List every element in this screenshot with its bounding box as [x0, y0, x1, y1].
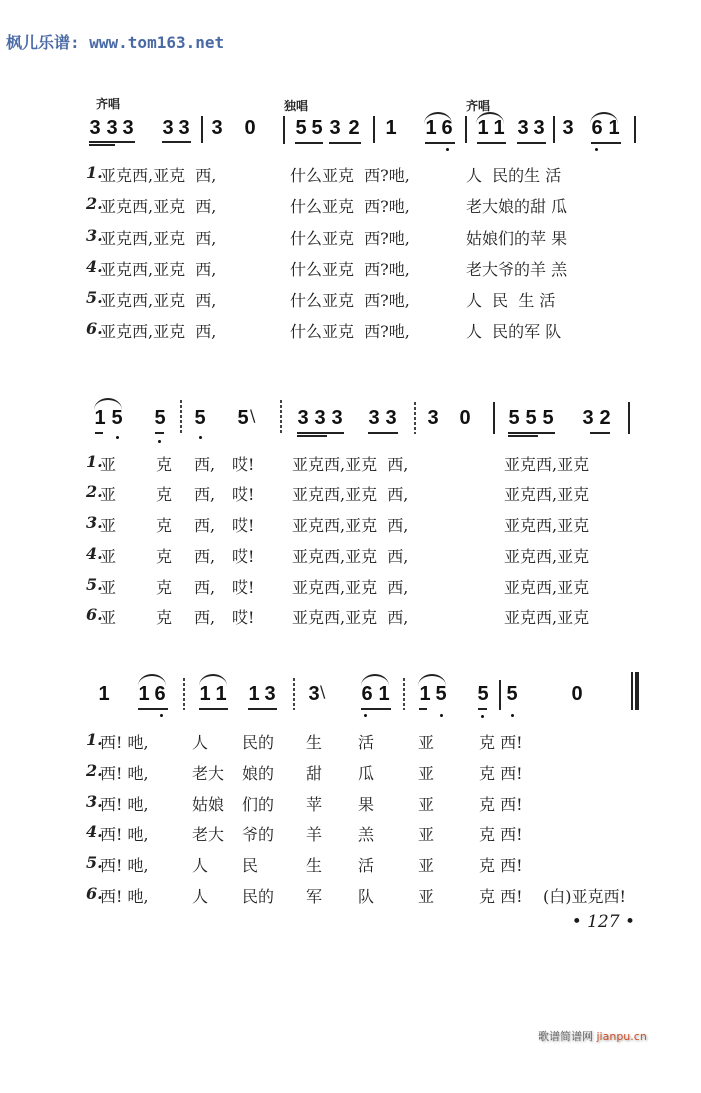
lyric-line-s1-v5: 5. 亚克西,亚克 西, 什么亚克 西?吔, 人 民 生 活: [86, 288, 556, 310]
lyric-line-s3-v2: 2. 西! 吔, 老大 娘的 甜 瓜 亚 克 西!: [86, 761, 523, 783]
notation-staff-1: 3 3 3 3 3 3 0 5 5 3 2 1 1 6 1 1 3 3 3 6 1: [0, 118, 701, 158]
lyric-line-s3-v6: 6. 西! 吔, 人 民的 军 队 亚 克 西! (白)亚克西!: [86, 884, 626, 906]
lyric-line-s1-v1: 1. 亚克西,亚克 西, 什么亚克 西?吔, 人 民的生 活: [86, 163, 562, 185]
lyric-line-s1-v3: 3. 亚克西,亚克 西, 什么亚克 西?吔, 姑娘们的苹 果: [86, 226, 568, 248]
lyric-line-s2-v4: 4. 亚 克 西, 哎! 亚克西,亚克 西, 亚克西,亚克: [86, 544, 590, 566]
footer-prefix: 歌谱简谱网: [538, 1030, 597, 1043]
lyric-line-s3-v1: 1. 西! 吔, 人 民的 生 活 亚 克 西!: [86, 730, 523, 752]
notation-staff-3: 1 1 6 1 1 1 3 3 \ 6 1 1 5 5 5 0: [0, 684, 701, 724]
lyric-line-s2-v1: 1. 亚 克 西, 哎! 亚克西,亚克 西, 亚克西,亚克: [86, 452, 590, 474]
lyric-line-s2-v5: 5. 亚 克 西, 哎! 亚克西,亚克 西, 亚克西,亚克: [86, 575, 590, 597]
label-unison-2: 齐唱: [466, 99, 491, 113]
lyric-line-s1-v2: 2. 亚克西,亚克 西, 什么亚克 西?吔, 老大娘的甜 瓜: [86, 194, 568, 216]
lyric-line-s1-v6: 6. 亚克西,亚克 西, 什么亚克 西?吔, 人 民的军 队: [86, 319, 562, 341]
footer-site: jianpu.cn: [596, 1030, 647, 1043]
notation-staff-2: 1 5 5 5 5 \ 3 3 3 3 3 3 0 5 5 5 3 2: [0, 408, 701, 448]
label-solo: 独唱: [284, 99, 309, 113]
lyric-line-s2-v3: 3. 亚 克 西, 哎! 亚克西,亚克 西, 亚克西,亚克: [86, 513, 590, 535]
footer-watermark: [538, 1028, 647, 1044]
watermark-text: 枫儿乐谱: www.tom163.net: [6, 33, 225, 52]
label-unison: 齐唱: [96, 97, 121, 111]
page-number: • 127 •: [571, 912, 635, 932]
lyric-line-s3-v3: 3. 西! 吔, 姑娘 们的 苹 果 亚 克 西!: [86, 792, 523, 814]
lyric-line-s3-v5: 5. 西! 吔, 人 民 生 活 亚 克 西!: [86, 853, 523, 875]
lyric-line-s3-v4: 4. 西! 吔, 老大 爷的 羊 羔 亚 克 西!: [86, 822, 523, 844]
lyric-line-s1-v4: 4. 亚克西,亚克 西, 什么亚克 西?吔, 老大爷的羊 羔: [86, 257, 568, 279]
lyric-line-s2-v2: 2. 亚 克 西, 哎! 亚克西,亚克 西, 亚克西,亚克: [86, 482, 590, 504]
lyric-line-s2-v6: 6. 亚 克 西, 哎! 亚克西,亚克 西, 亚克西,亚克: [86, 605, 590, 627]
